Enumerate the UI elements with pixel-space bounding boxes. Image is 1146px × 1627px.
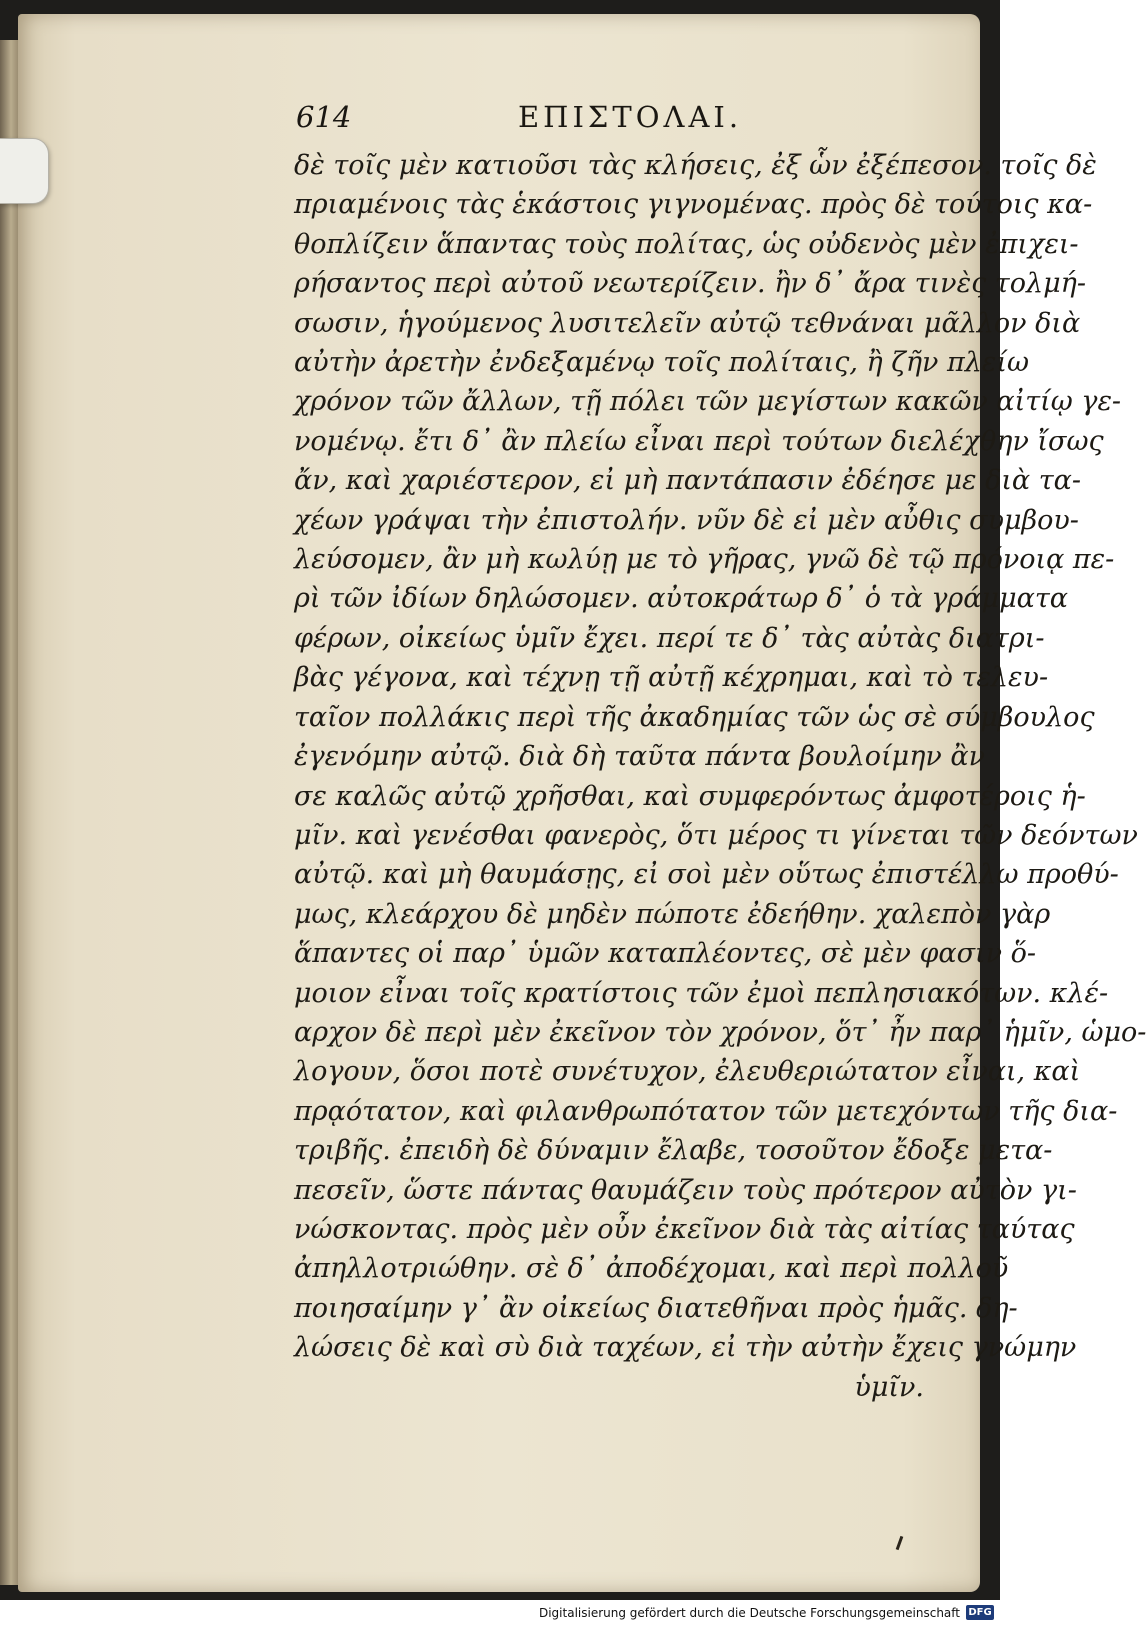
- book-page: [18, 14, 1146, 1592]
- text-line: ταῖον πολλάκις περὶ τῆς ἀκαδημίας τῶν ὡς σὲ σύμβουλος: [294, 701, 1095, 733]
- text-line: πριαμένοις τὰς ἑκάστοις γιγνομένας. πρὸς δὲ τούτοις κα-: [294, 189, 1093, 221]
- text-line: σε καλῶς αὐτῷ χρῆσθαι, καὶ συμφερόντως ἀμφοτέροις ἡ-: [294, 780, 1086, 812]
- text-line: μως, κλεάρχου δὲ μηδὲν πώποτε ἐδεήθην. χαλεπὸν γὰρ: [294, 898, 1051, 930]
- text-line: φέρων, οἰκείως ὑμῖν ἔχει. περί τε δ᾽ τὰς αὐτὰς διατρι-: [294, 622, 1045, 654]
- text-line: σωσιν, ἡγούμενος λυσιτελεῖν αὐτῷ τεθνάναι μᾶλλον διὰ: [294, 307, 1081, 339]
- text-line: ρὶ τῶν ἰδίων δηλώσομεν. αὐτοκράτωρ δ᾽ ὁ τὰ γράμματα: [294, 583, 1069, 615]
- text-line: αρχον δὲ περὶ μὲν ἐκεῖνον τὸν χρόνον, ὅτ᾽ ἦν παρ᾽ ἡμῖν, ὡμο-: [294, 1016, 1146, 1048]
- text-line: χέων γράψαι τὴν ἐπιστολήν. νῦν δὲ εἰ μὲν αὖθις συμβου-: [294, 504, 1079, 536]
- dfg-logo: DFG: [966, 1605, 994, 1620]
- footer-bar: [0, 1600, 1000, 1627]
- text-line: ἀπηλλοτριώθην. σὲ δ᾽ ἀποδέχομαι, καὶ περὶ πολλοῦ: [294, 1253, 1009, 1285]
- text-line: θοπλίζειν ἅπαντας τοὺς πολίτας, ὡς οὐδενὸς μὲν ἐπιχει-: [294, 228, 1079, 260]
- text-line: μοιον εἶναι τοῖς κρατίστοις τῶν ἐμοὶ πεπλησιακότων. κλέ-: [294, 977, 1109, 1009]
- text-line: χρόνον τῶν ἄλλων, τῇ πόλει τῶν μεγίστων κακῶν αἰτίῳ γε-: [294, 386, 1122, 418]
- text-line: λώσεις δὲ καὶ σὺ διὰ ταχέων, εἰ τὴν αὐτὴν ἔχεις γνώμην: [294, 1332, 1077, 1364]
- text-line: νώσκοντας. πρὸς μὲν οὖν ἐκεῖνον διὰ τὰς αἰτίας ταύτας: [294, 1213, 1075, 1245]
- footer-credit: Digitalisierung gefördert durch die Deutsche Forschungsgemeinschaft: [538, 1606, 960, 1620]
- text-line: ἐγενόμην αὐτῷ. διὰ δὴ ταῦτα πάντα βουλοίμην ἂν: [294, 741, 986, 773]
- ink-mark: [896, 1536, 904, 1550]
- text-line: δὲ τοῖς μὲν κατιοῦσι τὰς κλήσεις, ἐξ ὧν ἐξέπεσον. τοῖς δὲ: [294, 150, 1097, 181]
- text-line: ρήσαντος περὶ αὐτοῦ νεωτερίζειν. ἢν δ᾽ ἄρα τινὲς τολμή-: [294, 268, 1086, 300]
- text-line: λογουν, ὅσοι ποτὲ συνέτυχον, ἐλευθεριώτατον εἶναι, καὶ: [294, 1056, 1081, 1088]
- page-tab-marker: [0, 138, 49, 204]
- running-head: ΕΠΙΣΤΟΛΑΙ.: [518, 100, 743, 134]
- text-line: ἅπαντες οἱ παρ᾽ ὑμῶν καταπλέοντες, σὲ μὲν φασιν ὅ-: [294, 938, 1036, 970]
- text-block: [294, 146, 1146, 1407]
- text-line: πρᾳότατον, καὶ φιλανθρωπότατον τῶν μετεχόντων τῆς δια-: [294, 1095, 1118, 1127]
- text-line: μῖν. καὶ γενέσθαι φανερὸς, ὅτι μέρος τι γίνεται τῶν δεόντων: [294, 819, 1138, 851]
- text-line: αὐτὴν ἀρετὴν ἐνδεξαμένῳ τοῖς πολίταις, ἢ ζῆν πλείω: [294, 347, 1029, 379]
- page-number: 614: [296, 100, 352, 134]
- text-line: αὐτῷ. καὶ μὴ θαυμάσῃς, εἰ σοὶ μὲν οὕτως ἐπιστέλλω προθύ-: [294, 859, 1119, 891]
- text-line: λεύσομεν, ἂν μὴ κωλύῃ με τὸ γῆρας, γνῶ δὲ τῷ πρόνοιᾳ πε-: [294, 544, 1115, 576]
- text-line: τριβῆς. ἐπειδὴ δὲ δύναμιν ἔλαβε, τοσοῦτον ἔδοξε μετα-: [294, 1135, 1053, 1167]
- text-line: πεσεῖν, ὥστε πάντας θαυμάζειν τοὺς πρότερον αὐτὸν γι-: [294, 1174, 1077, 1206]
- text-line: νομένῳ. ἔτι δ᾽ ἂν πλείω εἶναι περὶ τούτων διελέχθην ἴσως: [294, 425, 1104, 457]
- text-line: βὰς γέγονα, καὶ τέχνῃ τῇ αὐτῇ κέχρημαι, καὶ τὸ τελευ-: [294, 662, 1049, 694]
- text-line: ὑμῖν.: [854, 1371, 924, 1403]
- text-line: ἄν, καὶ χαριέστερον, εἰ μὴ παντάπασιν ἐδέησε με διὰ τα-: [294, 465, 1082, 497]
- text-line: ποιησαίμην γ᾽ ἂν οἰκείως διατεθῆναι πρὸς ἡμᾶς. δη-: [294, 1292, 1018, 1324]
